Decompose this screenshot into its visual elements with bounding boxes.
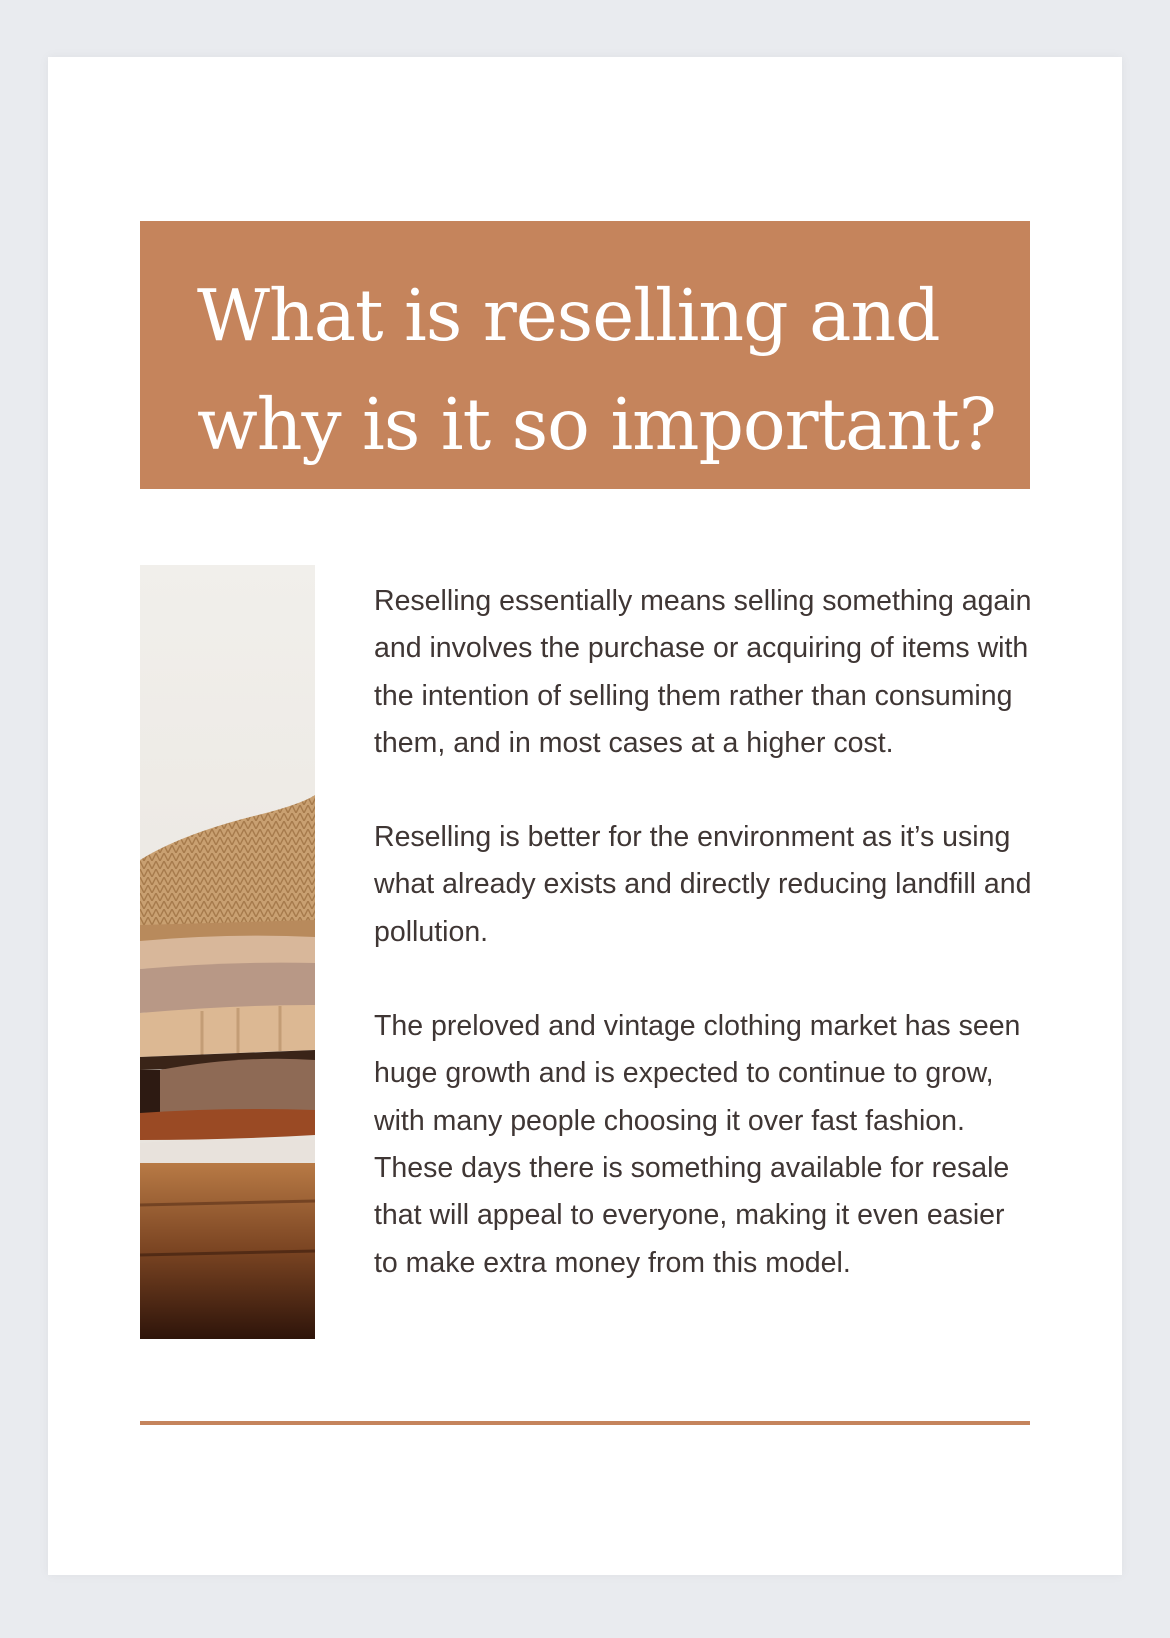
title-line-1: What is reselling and bbox=[197, 274, 940, 357]
document-page bbox=[48, 57, 1122, 1575]
paragraph-definition: Reselling essentially means selling something again and involves the purchase or acquiring of items with the intention of selling them rather than consuming them, and in most cases at a higher cost. bbox=[374, 585, 1032, 759]
title-line-2: why is it so important? bbox=[197, 383, 996, 466]
bottom-divider bbox=[140, 1421, 1030, 1425]
body-text bbox=[374, 578, 1034, 1287]
knitwear-stack-illustration bbox=[140, 565, 315, 1339]
paragraph-market-growth: The preloved and vintage clothing market has seen huge growth and is expected to continue to grow, with many people choosing it over fast fashion. These days there is something available for resale that will appeal to everyone, making it even easier to make extra money from this model. bbox=[374, 1010, 1021, 1279]
paragraph-environment: Reselling is better for the environment as it’s using what already exists and directly reducing landfill and pollution. bbox=[374, 821, 1032, 948]
title-banner bbox=[140, 221, 1030, 489]
page-title bbox=[197, 261, 1017, 479]
folded-knitwear-photo bbox=[140, 565, 315, 1339]
